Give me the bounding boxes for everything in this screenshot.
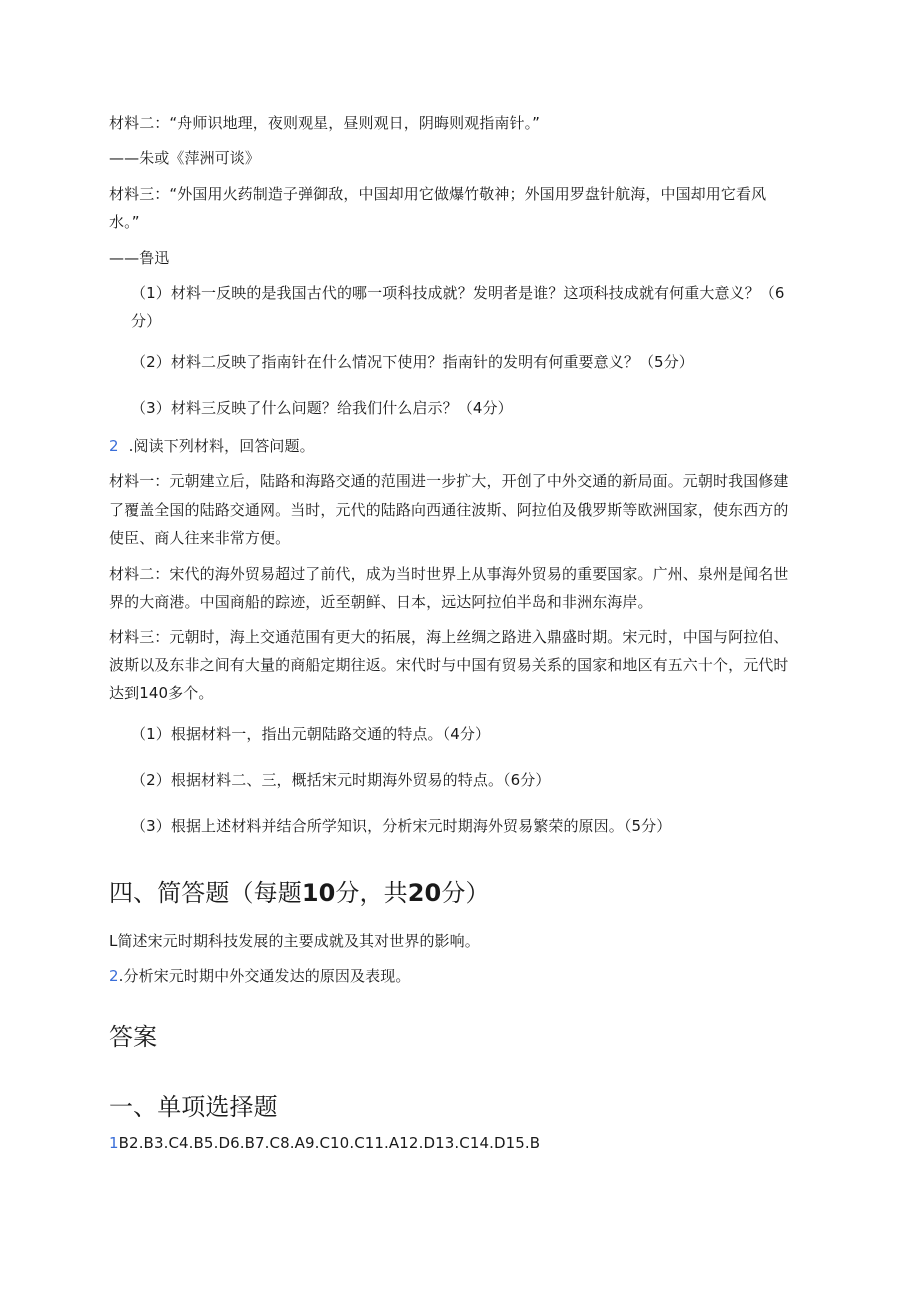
section4-q2: .分析宋元时期中外交通发达的原因及表现。: [118, 967, 411, 985]
q1-material2: 材料二：“舟师识地理，夜则观星，昼则观日，阴晦则观指南针。”: [109, 114, 541, 132]
section4-q2-line: [109, 966, 410, 986]
answers-section1-title: 一、单项选择题: [109, 1093, 278, 1121]
q2-material1-line2: 了覆盖全国的陆路交通网。当时，元代的陆路向西通往波斯、阿拉伯及俄罗斯等欧洲国家，使东西方的: [109, 501, 789, 519]
answers-list: B2.B3.C4.B5.D6.B7.C8.A9.C10.C11.A12.D13.C14.D15.B: [118, 1134, 541, 1152]
section4-q1: L简述宋元时期科技发展的主要成就及其对世界的影响。: [109, 932, 480, 950]
q1-sub1-line1: （1）材料一反映的是我国古代的哪一项科技成就？发明者是谁？这项科技成就有何重大意义？（6: [131, 284, 785, 302]
q1-material2-source: ——朱或《萍洲可谈》: [109, 149, 261, 167]
q1-sub3: （3）材料三反映了什么问题？给我们什么启示？（4分）: [131, 399, 513, 417]
q1-sub2: （2）材料二反映了指南针在什么情况下使用？指南针的发明有何重要意义？（5分）: [131, 353, 694, 371]
q2-material3-line1: 材料三：元朝时，海上交通范围有更大的拓展，海上丝绸之路进入鼎盛时期。宋元时，中国与阿拉伯、: [109, 628, 789, 646]
q2-material1-line1: 材料一：元朝建立后，陆路和海路交通的范围进一步扩大，开创了中外交通的新局面。元朝时我国修建: [109, 472, 789, 490]
q2-material2-line1: 材料二：宋代的海外贸易超过了前代，成为当时世界上从事海外贸易的重要国家。广州、泉州是闻名世: [109, 565, 789, 583]
answers-list-line: [109, 1133, 540, 1153]
q2-material3-line3: 达到140多个。: [109, 684, 214, 702]
answers-heading: 答案: [109, 1023, 158, 1051]
q2-number: 2: [109, 437, 119, 455]
answers-first-number: 1: [109, 1134, 119, 1152]
q1-material3-line1: 材料三：“外国用火药制造子弹御敌，中国却用它做爆竹敬神；外国用罗盘针航海，中国却用它看风: [109, 185, 767, 203]
section4-title: 四、简答题（每题10分，共20分）: [109, 879, 490, 907]
q2-sub1: （1）根据材料一，指出元朝陆路交通的特点。（4分）: [131, 725, 491, 743]
q1-material3-line2: 水。”: [109, 213, 140, 231]
q2-material3-line2: 波斯以及东非之间有大量的商船定期往返。宋代时与中国有贸易关系的国家和地区有五六十个，元代时: [109, 656, 789, 674]
q1-material3-source: ——鲁迅: [109, 249, 170, 267]
q2-sub3: （3）根据上述材料并结合所学知识，分析宋元时期海外贸易繁荣的原因。（5分）: [131, 817, 672, 835]
q1-sub1-line2: 分）: [131, 312, 162, 330]
q2-sub2: （2）根据材料二、三，概括宋元时期海外贸易的特点。（6分）: [131, 771, 551, 789]
q2-material1-line3: 使臣、商人往来非常方便。: [109, 529, 291, 547]
q2-material2-line2: 界的大商港。中国商船的踪迹，近至朝鲜、日本，远达阿拉伯半岛和非洲东海岸。: [109, 593, 653, 611]
section4-q2-number: 2: [109, 967, 119, 985]
q2-prompt: .阅读下列材料，回答问题。: [128, 437, 315, 455]
q2-prompt-line: [109, 436, 315, 456]
